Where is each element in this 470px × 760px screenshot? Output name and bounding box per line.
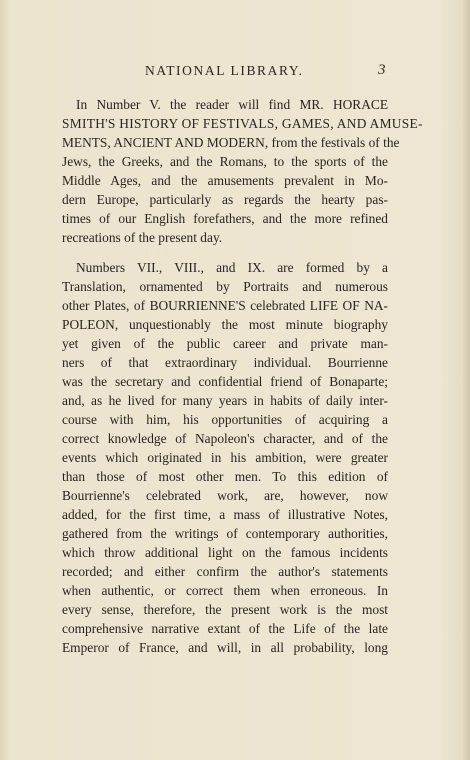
paragraph-text: [62, 258, 388, 657]
text-line: every sense, therefore, the present work is the most: [62, 602, 388, 617]
text-line: SMITH'S HISTORY OF FESTIVALS, GAMES, AND AMUSE-: [62, 116, 423, 131]
text-line: Jews, the Greeks, and the Romans, to the sports of the: [62, 154, 388, 169]
text-line: dern Europe, particularly as regards the hearty pas-: [62, 192, 388, 207]
text-line: Numbers VII., VIII., and IX. are formed by a: [76, 260, 388, 275]
paragraph-text: [62, 95, 423, 247]
text-line: times of our English forefathers, and the more refined: [62, 211, 388, 226]
text-line: added, for the first time, a mass of illustrative Notes,: [62, 507, 388, 522]
text-line: gathered from the writings of contemporary authorities,: [62, 526, 388, 541]
text-line: other Plates, of BOURRIENNE'S celebrated LIFE OF NA-: [62, 298, 388, 313]
text-line: course with him, his opportunities of acquiring a: [62, 412, 388, 427]
text-line: Bourrienne's celebrated work, are, however, now: [62, 488, 388, 503]
text-line: recreations of the present day.: [62, 230, 223, 245]
text-line: and, as he lived for many years in habits of daily inter-: [62, 393, 388, 408]
text-line: was the secretary and confidential friend of Bonaparte;: [62, 374, 388, 389]
text-line: comprehensive narrative extant of the Life of the late: [62, 621, 388, 636]
text-line: Emperor of France, and will, in all probability, long: [62, 640, 388, 655]
text-line: ners of that extraordinary individual. Bourrienne: [62, 355, 388, 370]
text-line: yet given of the public career and private man-: [62, 336, 388, 351]
text-line: In Number V. the reader will find MR. HORACE: [76, 97, 388, 112]
text-line: Translation, ornamented by Portraits and numerous: [62, 279, 388, 294]
text-line: recorded; and either confirm the author's statements: [62, 564, 388, 579]
text-line: events which originated in his ambition, were greater: [62, 450, 388, 465]
text-line: POLEON, unquestionably the most minute biography: [62, 317, 388, 332]
page-number: 3: [378, 62, 386, 78]
text-line: when authentic, or correct them when erroneous. In: [62, 583, 388, 598]
text-line: Middle Ages, and the amusements prevalent in Mo-: [62, 173, 388, 188]
text-line: MENTS, ANCIENT AND MODERN, from the festivals of the: [62, 135, 400, 150]
running-head: [0, 63, 470, 81]
text-line: which throw additional light on the famous incidents: [62, 545, 388, 560]
text-line: than those of most other men. To this edition of: [62, 469, 388, 484]
text-line: correct knowledge of Napoleon's character, and of the: [62, 431, 388, 446]
running-title: NATIONAL LIBRARY.: [145, 63, 304, 78]
paragraph-bourrienne: [62, 258, 388, 657]
paragraph-horace-smith: [62, 95, 423, 247]
